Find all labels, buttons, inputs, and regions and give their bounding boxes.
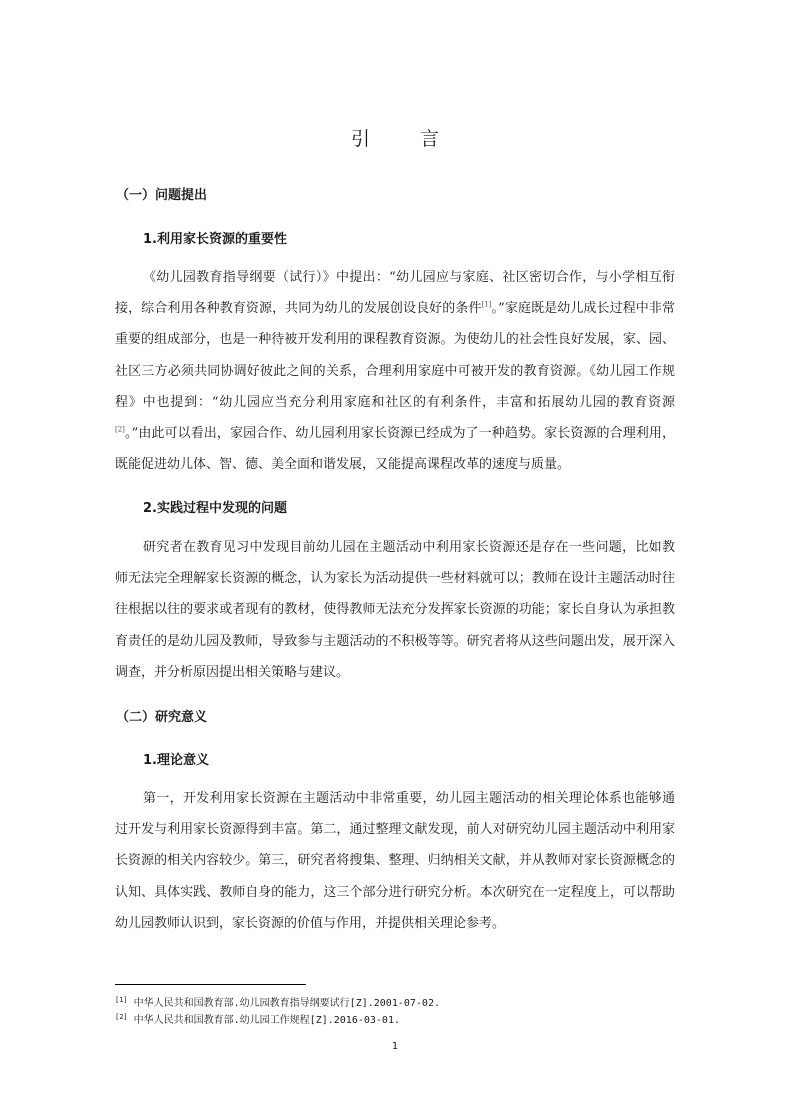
subsection-heading-importance: 1.利用家长资源的重要性 [143, 232, 287, 247]
subsection-heading-theory: 1.理论意义 [143, 753, 209, 768]
section-heading-significance: （二）研究意义 [116, 710, 208, 725]
footnote-mark: [1] [115, 995, 128, 1004]
paragraph-text: 。”家庭既是幼儿成长过程中非常重要的组成部分，也是一种待被开发利用的课程教育资源。为使幼儿的社会性良好发展，家、园、社区三方必须共同协调好彼此之间的关系，合理利用家庭中可被开发的教育资源。《幼儿园工作规程》中也提到：“幼儿园应当充分利用家庭和社区的有利条件，丰富和拓展幼儿园的教育资源 [115, 301, 675, 410]
citation-ref-2: [2] [115, 425, 125, 434]
paragraph-text: 。”由此可以看出，家园合作、幼儿园利用家长资源已经成为了一种趋势。家长资源的合理利用，既能促进幼儿体、智、德、美全面和谐发展，又能提高课程改革的速度与质量。 [115, 426, 675, 473]
section-heading-problem: （一）问题提出 [116, 188, 208, 203]
citation-ref-1: [1] [481, 300, 492, 309]
footnote-text: 中华人民共和国教育部.幼儿园教育指导纲要试行[Z].2001-07-02. [133, 998, 440, 1009]
paragraph-text: 《幼儿园教育指导纲要（试行）》中提出：“幼儿园应与家庭、社区密切合作，与小学相互衔接，综合利用各种教育资源，共同为幼儿的发展创设良好的条件 [115, 270, 675, 317]
paragraph-importance [115, 262, 675, 480]
footnote-divider [115, 984, 306, 985]
page-title: 引 言 [350, 128, 462, 150]
footnote-text: 中华人民共和国教育部.幼儿园工作规程[Z].2016-03-01. [133, 1015, 400, 1026]
paragraph-theory: 第一，开发利用家长资源在主题活动中非常重要，幼儿园主题活动的相关理论体系也能够通过开发与利用家长资源得到丰富。第二，通过整理文献发现，前人对研究幼儿园主题活动中利用家长资源的相关内容较少。第三，研究者将搜集、整理、归纳相关文献，并从教师对家长资源概念的认知、具体实践、教师自身的能力，这三个部分进行研究分析。本次研究在一定程度上，可以帮助幼儿园教师认识到，家长资源的价值与作用，并提供相关理论参考。 [115, 791, 675, 931]
page-number: 1 [391, 1041, 399, 1052]
footnote-mark: [2] [115, 1012, 128, 1021]
footnote-2 [115, 1011, 400, 1026]
paragraph-problems: 研究者在教育见习中发现目前幼儿园在主题活动中利用家长资源还是存在一些问题，比如教师无法完全理解家长资源的概念，认为家长为活动提供一些材料就可以；教师在设计主题活动时往往根据以往的要求或者现有的教材，使得教师无法充分发挥家长资源的功能；家长自身认为承担教育责任的是幼儿园及教师，导致参与主题活动的不积极等等。研究者将从这些问题出发，展开深入调查，并分析原因提出相关策略与建议。 [115, 540, 675, 680]
footnote-1 [115, 994, 440, 1009]
subsection-heading-problems: 2.实践过程中发现的问题 [143, 501, 287, 516]
